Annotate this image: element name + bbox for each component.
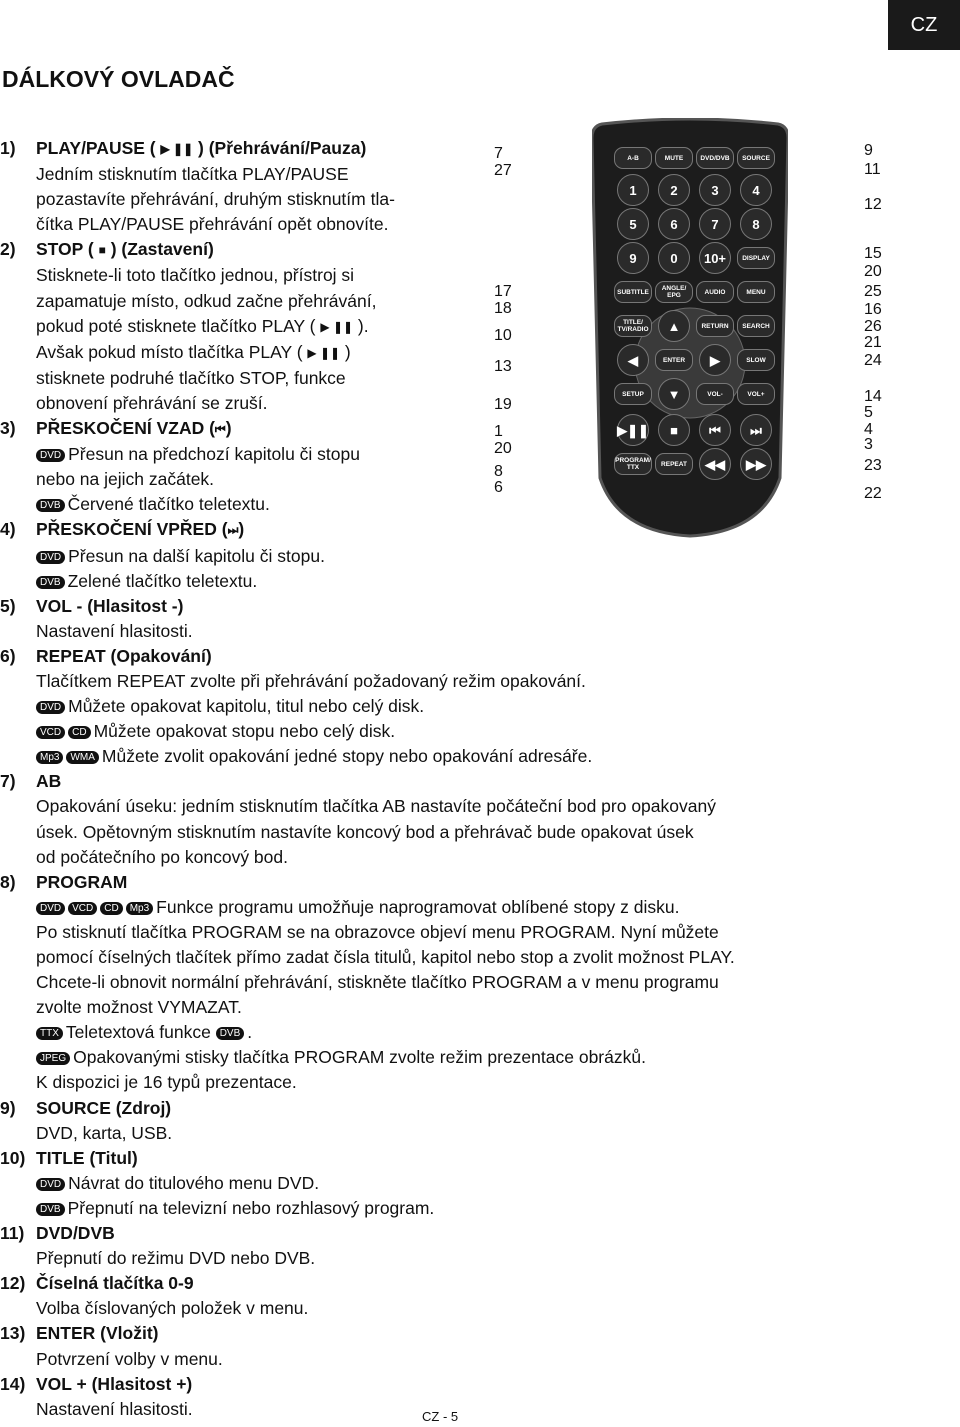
- section-text-line: [0, 945, 900, 970]
- line-content: [0, 746, 592, 766]
- section-heading: [0, 1372, 900, 1397]
- section-heading: [0, 870, 900, 895]
- text-span: VOL - (Hlasitost -): [36, 595, 184, 616]
- callout-number: 15: [864, 245, 882, 262]
- section-heading: [0, 1146, 900, 1171]
- line-content: [0, 822, 694, 842]
- line-content: [0, 796, 716, 816]
- section-text-line: [0, 794, 900, 819]
- line-content: [0, 1374, 192, 1394]
- text-span: DVD/DVB: [36, 1223, 115, 1244]
- section-text-line: [0, 669, 900, 694]
- line-content: [0, 546, 325, 566]
- text-span: Zelené tlačítko teletextu.: [67, 570, 258, 591]
- section-text-line: [0, 1121, 900, 1146]
- callout-number: 16: [864, 301, 882, 318]
- remote-button: 6: [658, 208, 690, 240]
- line-content: [0, 1349, 223, 1369]
- section-heading: [0, 1321, 900, 1346]
- format-badge: CD: [100, 902, 122, 915]
- text-span: Chcete-li obnovit normální přehrávání, stiskněte tlačítko PROGRAM a v menu programu: [36, 972, 719, 993]
- line-content: [0, 368, 346, 388]
- section-text-line: [0, 845, 900, 870]
- section-number: 8): [0, 871, 16, 892]
- callout-number: 3: [864, 436, 873, 453]
- section-heading: [0, 769, 900, 794]
- section-text-line: [0, 895, 900, 920]
- remote-button: SUBTITLE: [614, 281, 652, 303]
- remote-button: MUTE: [655, 147, 693, 169]
- format-badge: WMA: [66, 751, 98, 764]
- section-heading: [0, 1221, 900, 1246]
- text-span: Můžete opakovat stopu nebo celý disk.: [93, 721, 396, 742]
- format-badge: DVD: [36, 551, 65, 564]
- line-content: [0, 239, 214, 259]
- line-content: [0, 721, 395, 741]
- callout-number: 21: [864, 334, 882, 351]
- text-span: Můžete zvolit opakování jedné stopy nebo opakování adresáře.: [101, 746, 593, 767]
- remote-button: ⏮: [699, 414, 731, 446]
- remote-button: ▼: [658, 378, 690, 410]
- line-content: [0, 418, 232, 438]
- remote-button: ENTER: [655, 349, 693, 371]
- text-span: Avšak pokud místo tlačítka PLAY (: [36, 341, 308, 362]
- button-symbol-icon: ▶ ❚❚: [320, 319, 354, 334]
- section-number: 12): [0, 1273, 26, 1294]
- text-span: PLAY/PAUSE (: [36, 138, 161, 158]
- line-content: [0, 671, 586, 691]
- section-heading: [0, 1096, 900, 1121]
- remote-button: 5: [617, 208, 649, 240]
- section-heading: [0, 644, 900, 669]
- section-text-line: [0, 694, 900, 719]
- button-symbol-icon: ⏮: [214, 422, 226, 437]
- section-text-line: [0, 920, 900, 945]
- text-span: zvolte možnost VYMAZAT.: [36, 997, 242, 1018]
- text-span: Opakování úseku: jedním stisknutím tlačítka AB nastavíte počáteční bod pro opakovaný: [36, 796, 716, 817]
- text-span: PŘESKOČENÍ VZAD (: [36, 418, 215, 439]
- callout-number: 20: [494, 440, 512, 457]
- format-badge: CD: [68, 726, 90, 739]
- line-content: [0, 997, 242, 1017]
- section-text-line: [0, 820, 900, 845]
- remote-button: REPEAT: [655, 453, 693, 475]
- callout-number: 20: [864, 263, 882, 280]
- remote-button: 10+: [699, 242, 731, 274]
- text-span: Volba číslovaných položek v menu.: [36, 1298, 309, 1319]
- section-text-line: [0, 1347, 900, 1372]
- language-tab: CZ: [888, 0, 960, 50]
- text-span: Červené tlačítko teletextu.: [67, 494, 270, 515]
- line-content: [0, 265, 354, 285]
- remote-button: ▶❚❚: [617, 414, 649, 446]
- callout-number: 11: [864, 161, 881, 178]
- line-content: [0, 696, 424, 716]
- line-content: [0, 1298, 308, 1318]
- remote-button: ⏭: [740, 414, 772, 446]
- text-span: pozastavíte přehrávání, druhým stisknutím tla-: [36, 189, 395, 210]
- text-span: Jedním stisknutím tlačítka PLAY/PAUSE: [36, 164, 349, 185]
- text-span: Funkce programu umožňuje naprogramovat oblíbené stopy z disku.: [156, 896, 680, 917]
- text-span: SOURCE (Zdroj): [36, 1097, 172, 1118]
- text-span: ): [340, 341, 351, 362]
- remote-button: 9: [617, 242, 649, 274]
- button-symbol-icon: ▶ ❚❚: [160, 142, 194, 156]
- text-span: TITLE (Titul): [36, 1147, 138, 1168]
- button-symbol-icon: ■: [98, 243, 106, 258]
- remote-illustration: [592, 118, 788, 538]
- remote-button: 3: [699, 174, 731, 206]
- line-content: [0, 189, 395, 209]
- remote-button: SEARCH: [737, 315, 775, 337]
- text-span: DVD, karta, USB.: [36, 1122, 173, 1143]
- page-title: DÁLKOVÝ OVLADAČ: [2, 66, 235, 92]
- section-heading: [0, 594, 900, 619]
- section-number: 10): [0, 1147, 26, 1168]
- section-text-line: [0, 1296, 900, 1321]
- format-badge: DVD: [36, 902, 65, 915]
- section-number: 14): [0, 1373, 26, 1394]
- callout-number: 22: [864, 485, 882, 502]
- text-span: PŘESKOČENÍ VPŘED (: [36, 519, 228, 540]
- callout-number: 10: [494, 327, 512, 344]
- text-span: Opakovanými stisky tlačítka PROGRAM zvolte režim prezentace obrázků.: [73, 1047, 646, 1068]
- remote-button: SLOW: [737, 349, 775, 371]
- section-text-line: [0, 619, 900, 644]
- callout-number: 5: [864, 404, 873, 421]
- line-content: [0, 1248, 315, 1268]
- callout-number: 4: [864, 421, 873, 438]
- line-content: [0, 469, 214, 489]
- remote-button: ANGLE/ EPG: [655, 281, 693, 303]
- callout-number: 19: [494, 396, 512, 413]
- section-text-line: [0, 569, 900, 594]
- line-content: [0, 922, 719, 942]
- text-span: Po stisknutí tlačítka PROGRAM se na obrazovce objeví menu PROGRAM. Nyní můžete: [36, 921, 719, 942]
- line-content: [0, 571, 257, 591]
- line-content: [0, 393, 268, 413]
- line-content: [0, 342, 351, 362]
- line-content: [0, 1198, 434, 1218]
- text-span: Stisknete-li toto tlačítko jednou, přístroj si: [36, 265, 355, 286]
- section-text-line: [0, 970, 900, 995]
- line-content: [0, 138, 366, 158]
- callout-number: 24: [864, 352, 882, 369]
- button-symbol-icon: ⏭: [227, 523, 239, 538]
- text-span: čítka PLAY/PAUSE přehrávání opět obnovíte.: [36, 214, 389, 235]
- remote-button: ■: [658, 414, 690, 446]
- text-span: REPEAT (Opakování): [36, 645, 212, 666]
- section-text-line: [0, 1070, 900, 1095]
- line-content: [0, 1022, 252, 1042]
- line-content: [0, 1173, 319, 1193]
- section-text-line: [0, 719, 900, 744]
- text-span: Teletextová funkce: [65, 1022, 216, 1043]
- format-badge: Mp3: [36, 751, 63, 764]
- callout-number: 18: [494, 300, 512, 317]
- remote-button: 2: [658, 174, 690, 206]
- line-content: [0, 316, 369, 336]
- section-number: 6): [0, 645, 16, 666]
- section-text-line: [0, 1020, 900, 1045]
- line-content: [0, 494, 270, 514]
- line-content: [0, 621, 193, 641]
- remote-button: ◀◀: [699, 448, 731, 480]
- remote-button: A-B: [614, 147, 652, 169]
- section-text-line: [0, 995, 900, 1020]
- text-span: Přesun na další kapitolu či stopu.: [68, 545, 325, 566]
- line-content: [0, 1047, 646, 1067]
- text-span: Přesun na předchozí kapitolu či stopu: [68, 444, 360, 465]
- callout-number: 27: [494, 162, 512, 179]
- callout-number: 23: [864, 457, 882, 474]
- format-badge: JPEG: [36, 1052, 70, 1065]
- section-number: 4): [0, 519, 16, 540]
- line-content: [0, 596, 183, 616]
- remote-button: SOURCE: [737, 147, 775, 169]
- text-span: ).: [353, 315, 369, 336]
- text-span: stisknete podruhé tlačítko STOP, funkce: [36, 367, 346, 388]
- text-span: pomocí číselných tlačítek přímo zadat čísla titulů, kapitol nebo stop a zvolit možnost PLAY.: [36, 947, 735, 967]
- line-content: [0, 1273, 194, 1293]
- line-content: [0, 444, 360, 464]
- text-span: ENTER (Vložit): [36, 1323, 159, 1344]
- section-text-line: [0, 1196, 900, 1221]
- text-span: Nastavení hlasitosti.: [36, 1398, 193, 1419]
- callout-number: 6: [494, 479, 503, 496]
- text-span: ) (Zastavení): [105, 239, 214, 260]
- text-span: ): [238, 519, 245, 540]
- format-badge: DVD: [36, 1178, 65, 1191]
- text-span: Přepnutí do režimu DVD nebo DVB.: [36, 1248, 316, 1269]
- format-badge: DVB: [216, 1027, 245, 1040]
- section-text-line: [0, 1171, 900, 1196]
- remote-button: ◀: [617, 344, 649, 376]
- text-span: Potvrzení volby v menu.: [36, 1348, 223, 1369]
- remote-button: 1: [617, 174, 649, 206]
- callout-number: 1: [494, 423, 503, 440]
- line-content: [0, 519, 244, 539]
- text-span: zapamatuje místo, odkud začne přehrávání,: [36, 290, 377, 311]
- section-heading: [0, 1271, 900, 1296]
- text-span: od počátečního po koncový bod.: [36, 846, 288, 867]
- remote-button: DVD/DVB: [696, 147, 734, 169]
- section-number: 13): [0, 1323, 26, 1344]
- text-span: Přepnutí na televizní nebo rozhlasový program.: [67, 1197, 435, 1218]
- remote-button: TITLE/ TV/RADIO: [614, 315, 652, 337]
- text-span: STOP (: [36, 239, 99, 260]
- callout-number: 9: [864, 142, 873, 159]
- callout-number: 17: [494, 283, 512, 300]
- callout-number: 25: [864, 283, 882, 300]
- line-content: [0, 897, 680, 917]
- format-badge: DVD: [36, 449, 65, 462]
- callout-number: 26: [864, 318, 882, 335]
- remote-button: DISPLAY: [737, 247, 775, 269]
- text-span: úsek. Opětovným stisknutím nastavíte koncový bod a přehrávač bude opakovat úsek: [36, 821, 694, 842]
- format-badge: DVB: [36, 576, 65, 589]
- remote-button: ▶: [699, 344, 731, 376]
- section-number: 11): [0, 1223, 25, 1244]
- line-content: [0, 164, 349, 184]
- format-badge: DVB: [36, 1203, 65, 1216]
- section-number: 1): [0, 138, 16, 158]
- text-span: Můžete opakovat kapitolu, titul nebo celý disk.: [68, 696, 425, 717]
- line-content: [0, 872, 127, 892]
- remote-button: PROGRAM/ TTX: [614, 453, 652, 475]
- line-content: [0, 214, 388, 234]
- text-span: nebo na jejich začátek.: [36, 469, 215, 490]
- line-content: [0, 972, 719, 992]
- text-span: .: [247, 1022, 253, 1043]
- callout-number: 8: [494, 463, 503, 480]
- remote-button: MENU: [737, 281, 775, 303]
- line-content: [0, 1399, 193, 1419]
- callout-number: 12: [864, 196, 882, 213]
- section-number: 9): [0, 1097, 16, 1118]
- text-span: AB: [36, 771, 62, 792]
- line-content: [0, 291, 376, 311]
- remote-button: 0: [658, 242, 690, 274]
- text-span: VOL + (Hlasitost +): [36, 1373, 193, 1394]
- line-content: [0, 947, 735, 967]
- remote-button: 8: [740, 208, 772, 240]
- line-content: [0, 1123, 172, 1143]
- section-number: 3): [0, 418, 16, 439]
- text-span: PROGRAM: [36, 871, 128, 892]
- text-span: K dispozici je 16 typů prezentace.: [36, 1072, 297, 1093]
- remote-button: ▲: [658, 310, 690, 342]
- remote-button: 7: [699, 208, 731, 240]
- page-number: CZ - 5: [422, 1409, 459, 1424]
- section-text-line: [0, 544, 900, 569]
- text-span: Nastavení hlasitosti.: [36, 620, 193, 641]
- callout-number: 14: [864, 388, 882, 405]
- section-number: 2): [0, 239, 16, 260]
- remote-button: ▶▶: [740, 448, 772, 480]
- line-content: [0, 1098, 171, 1118]
- section-text-line: [0, 744, 900, 769]
- remote-button: SETUP: [614, 383, 652, 405]
- remote-button: RETURN: [696, 315, 734, 337]
- format-badge: DVB: [36, 499, 65, 512]
- format-badge: VCD: [68, 902, 97, 915]
- section-number: 7): [0, 771, 16, 792]
- button-symbol-icon: ▶ ❚❚: [307, 345, 341, 360]
- remote-button: VOL-: [696, 383, 734, 405]
- text-span: ): [225, 418, 232, 439]
- line-content: [0, 1072, 297, 1092]
- format-badge: DVD: [36, 701, 65, 714]
- line-content: [0, 847, 288, 867]
- text-span: ) (Přehrávání/Pauza): [193, 138, 367, 158]
- format-badge: Mp3: [126, 902, 153, 915]
- line-content: [0, 646, 212, 666]
- section-number: 5): [0, 595, 16, 616]
- format-badge: TTX: [36, 1027, 63, 1040]
- text-span: Tlačítkem REPEAT zvolte při přehrávání požadovaný režim opakování.: [36, 670, 586, 691]
- text-span: pokud poté stisknete tlačítko PLAY (: [36, 315, 321, 336]
- remote-button: VOL+: [737, 383, 775, 405]
- callout-number: 7: [494, 145, 503, 162]
- text-span: Návrat do titulového menu DVD.: [68, 1172, 320, 1193]
- section-text-line: [0, 1246, 900, 1271]
- callout-number: 13: [494, 358, 512, 375]
- section-text-line: [0, 1045, 900, 1070]
- text-span: obnovení přehrávání se zruší.: [36, 392, 268, 413]
- remote-button: 4: [740, 174, 772, 206]
- format-badge: VCD: [36, 726, 65, 739]
- remote-button: AUDIO: [696, 281, 734, 303]
- text-span: Číselná tlačítka 0-9: [36, 1273, 194, 1294]
